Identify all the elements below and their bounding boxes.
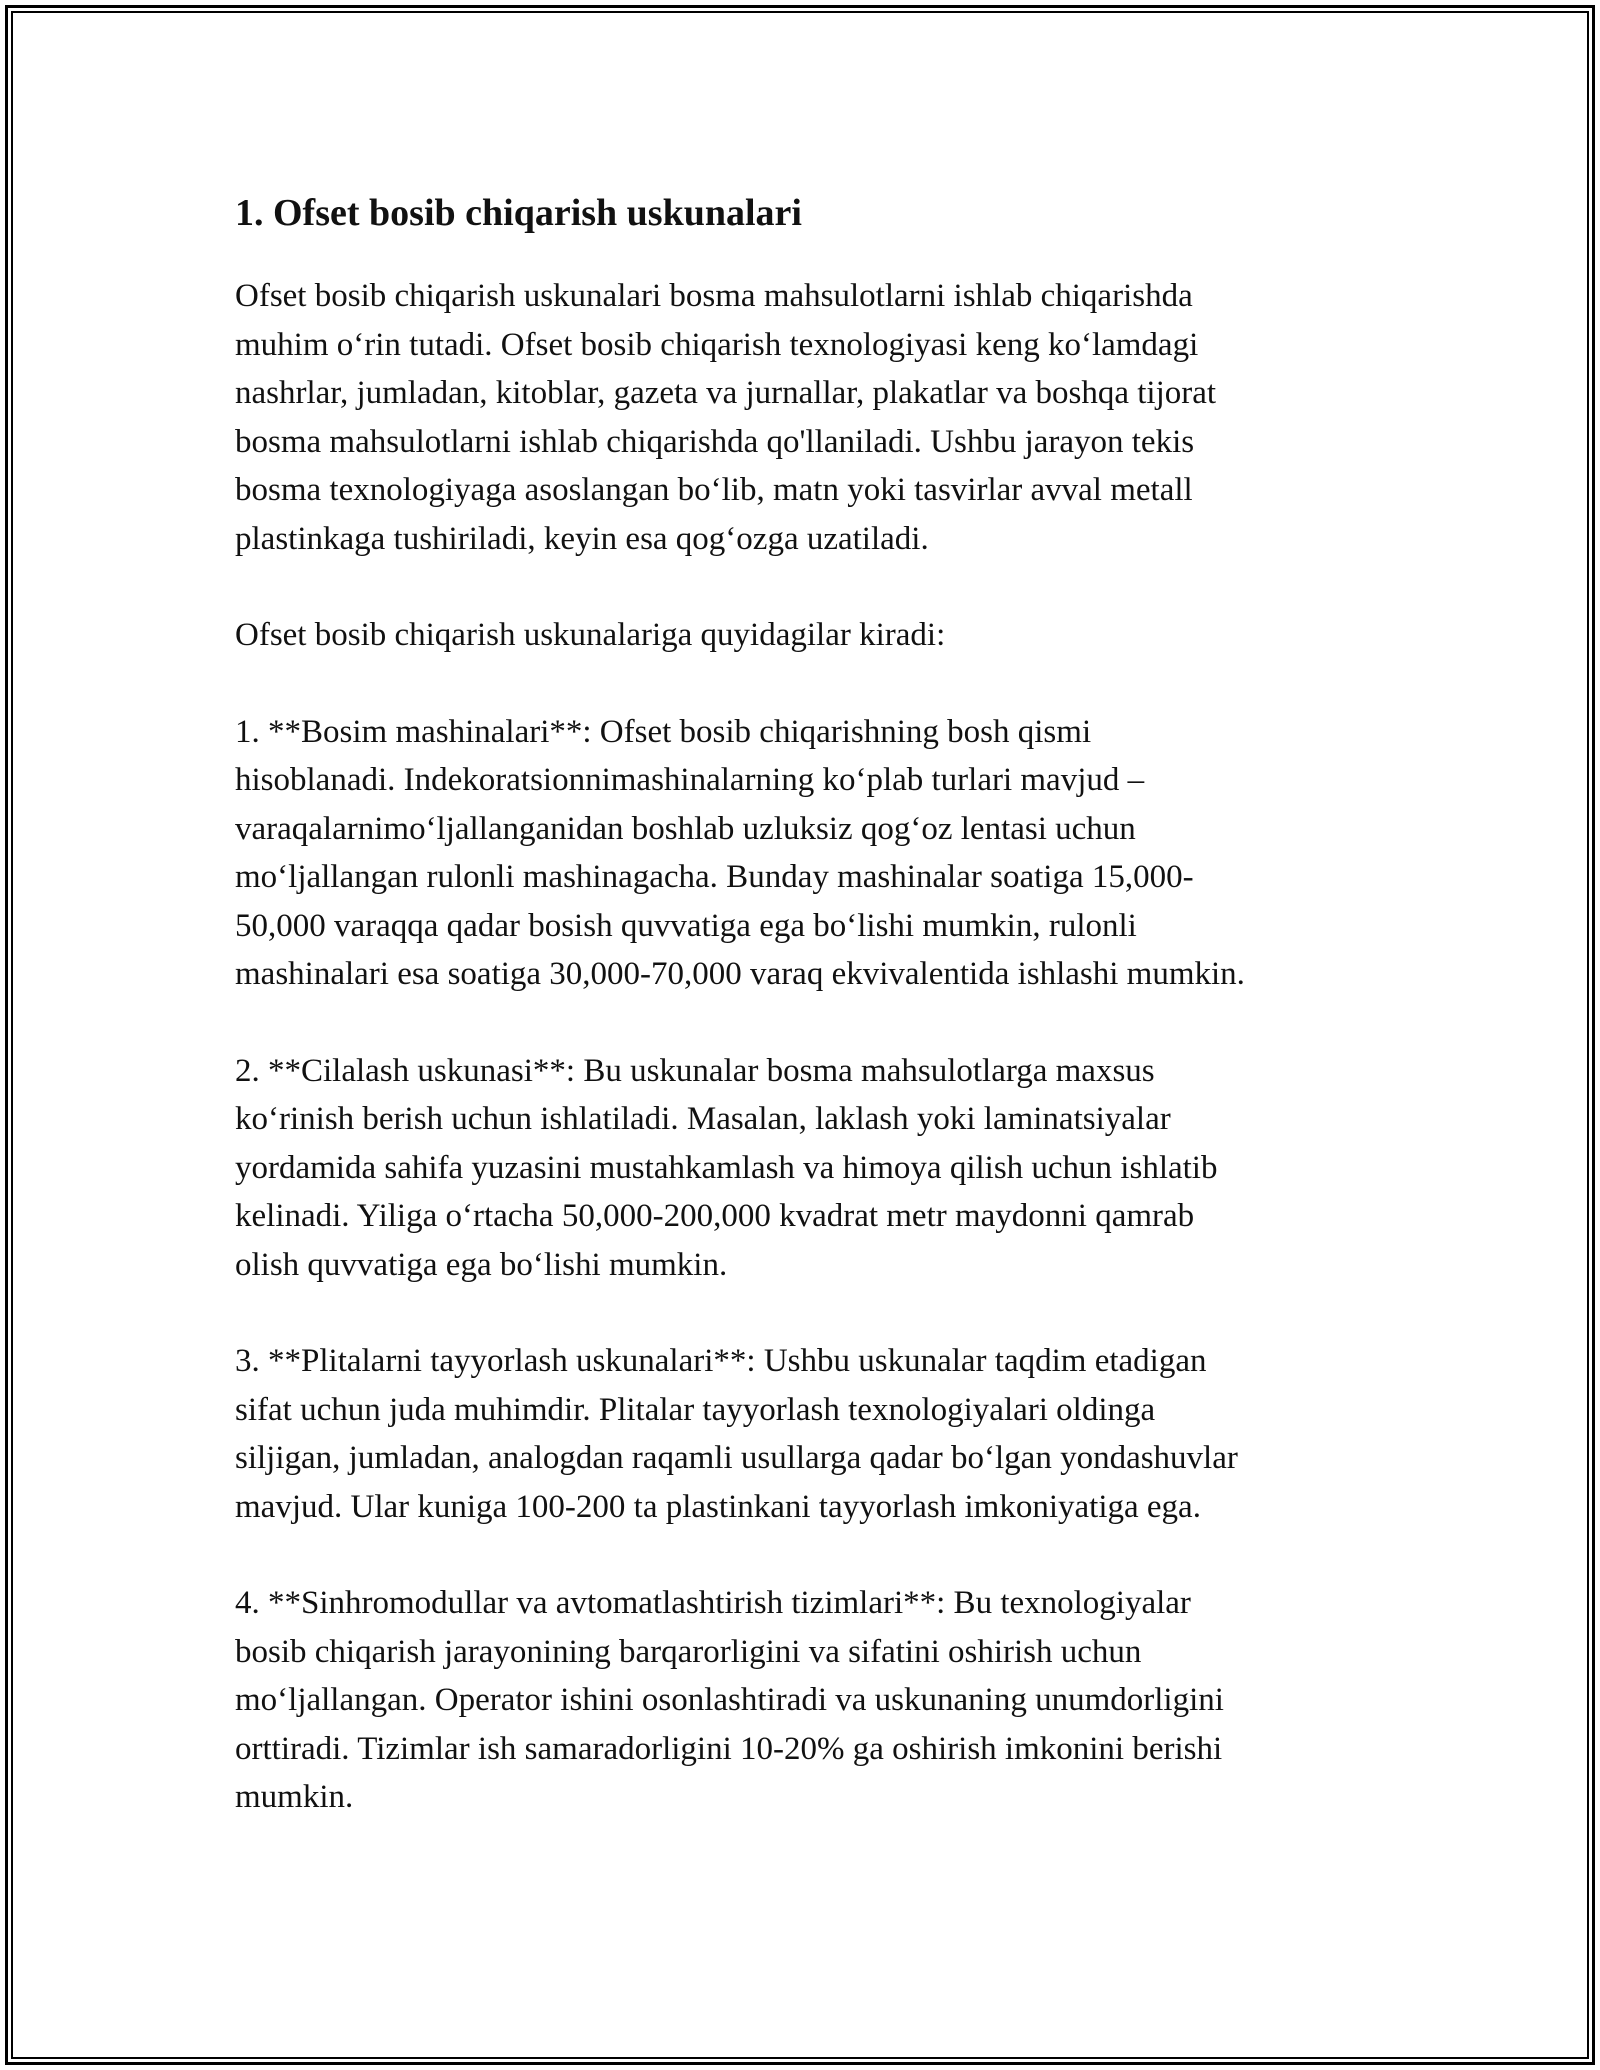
intro-paragraph: Ofset bosib chiqarish uskunalari bosma mahsulotlarni ishlab chiqarishda muhim o‘rin tutadi. Ofset bosib chiqarish texnologiyasi keng ko‘lamdagi nashrlar, jumladan, kitoblar, gazeta va jurnallar, plakatlar va boshqa tijorat bosma mahsulotlarni ishlab chiqarishda qo'llaniladi. Ushbu jarayon tekis bosma texnologiyaga asoslangan bo‘lib, matn yoki tasvirlar avval metall plastinkaga tushiriladi, keyin esa qog‘ozga uzatiladi. [235,278,1217,557]
list-item-polishing-equipment: 2. **Cilalash uskunasi**: Bu uskunalar bosma mahsulotlarga maxsus ko‘rinish berish uchun ishlatiladi. Masalan, laklash yoki laminatsiyalar yordamida sahifa yuzasini mustahkamlash va himoya qilish uchun ishlatib kelinadi. Yiliga o‘rtacha 50,000-200,000 kvadrat metr maydonni qamrab olish quvvatiga ega bo‘lishi mumkin. [235,1052,1218,1283]
list-intro-paragraph: Ofset bosib chiqarish uskunalariga quyidagilar kiradi: [235,617,946,653]
list-item-plate-preparation: 3. **Plitalarni tayyorlash uskunalari**: Ushbu uskunalar taqdim etadigan sifat uchun juda muhimdir. Plitalar tayyorlash texnologiyalari oldinga siljigan, jumladan, analogdan raqamli usullarga qadar bo‘lgan yondashuvlar mavjud. Ular kuniga 100-200 ta plastinkani tayyorlash imkoniyatiga ega. [235,1343,1238,1525]
list-item-automation-systems: 4. **Sinhromodullar va avtomatlashtirish tizimlari**: Bu texnologiyalar bosib chiqarish jarayonining barqarorligini va sifatini oshirish uchun mo‘ljallangan. Operator ishini osonlashtiradi va uskunaning unumdorligini orttiradi. Tizimlar ish samaradorligini 10-20% ga oshirish imkonini berishi mumkin. [235,1585,1224,1815]
list-item-printing-machines: 1. **Bosim mashinalari**: Ofset bosib chiqarishning bosh qismi hisoblanadi. Indekoratsionnimashinalarning ko‘plab turlari mavjud – varaqalarnimo‘ljallanganidan boshlab uzluksiz qog‘oz lentasi uchun mo‘ljallangan rulonli mashinagacha. Bunday mashinalar soatiga 15,000- 50,000 varaqqa qadar bosish quvvatiga ega bo‘lishi mumkin, rulonli mashinalari esa soatiga 30,000-70,000 varaq ekvivalentida ishlashi mumkin. [235,713,1245,992]
document-body [235,188,1370,1870]
section-heading: 1. Ofset bosib chiqarish uskunalari [235,192,802,234]
